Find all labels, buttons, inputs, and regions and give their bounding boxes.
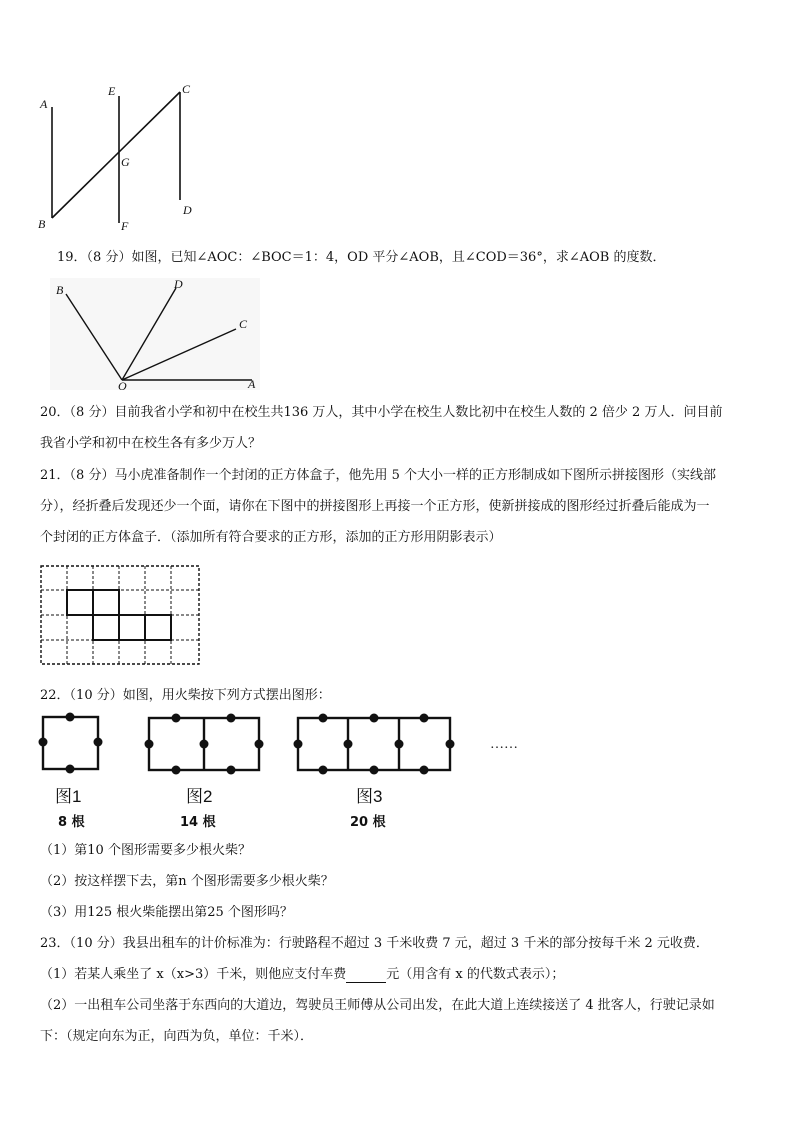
matchstick-figures xyxy=(38,712,538,837)
square-grid-figure xyxy=(40,565,202,667)
q22-title: 22．（10 分）如图，用火柴按下列方式摆出图形： xyxy=(40,688,331,703)
label-f: F xyxy=(121,219,129,233)
q23-sub2-line2: 下：（规定向东为正，向西为负，单位：千米）． xyxy=(40,1029,314,1044)
q22-sub1: （1）第10 个图形需要多少根火柴？ xyxy=(40,843,251,858)
ellipsis: …… xyxy=(490,737,518,752)
label-d: D xyxy=(183,203,192,217)
q20-line1: 20．（8 分）目前我省小学和初中在校生共136 万人，其中小学在校生人数比初中在校生人数的 2 倍少 2 万人．问目前 xyxy=(40,405,723,420)
answer-blank[interactable] xyxy=(346,970,386,983)
figure-1-caption: 图1 xyxy=(55,787,82,806)
label-a: A xyxy=(248,377,256,391)
label-a: A xyxy=(40,97,48,111)
q21-line1: 21．（8 分）马小虎准备制作一个封闭的正方体盒子，他先用 5 个大小一样的正方形制成如下图所示拼接图形（实线部 xyxy=(40,468,716,483)
q23-sub1 xyxy=(40,967,564,983)
figure-3-caption: 图3 xyxy=(356,787,383,806)
label-g: G xyxy=(121,155,130,169)
label-d: D xyxy=(174,277,183,291)
q21-line2: 分），经折叠后发现还少一个面，请你在下图中的拼接图形上再接一个正方形，使新拼接成的图形经过折叠后能成为一 xyxy=(40,499,710,514)
q22-sub3: （3）用125 根火柴能摆出第25 个图形吗？ xyxy=(40,905,293,920)
q23-sub1-suffix: 元（用含有 x 的代数式表示）； xyxy=(386,967,565,982)
q23-title: 23．（10 分）我县出租车的计价标准为：行驶路程不超过 3 千米收费 7 元，超过 3 千米的部分按每千米 2 元收费． xyxy=(40,936,709,951)
angle-figure xyxy=(50,278,270,393)
label-b: B xyxy=(56,283,64,297)
q22-sub2: （2）按这样摆下去，第n 个图形需要多少根火柴？ xyxy=(40,874,334,889)
q23-sub2-line1: （2）一出租车公司坐落于东西向的大道边，驾驶员王师傅从公司出发，在此大道上连续接送了 4 批客人，行驶记录如 xyxy=(40,998,715,1013)
label-c: C xyxy=(239,317,248,331)
parallel-lines-figure xyxy=(30,80,210,240)
q23-sub1-prefix: （1）若某人乘坐了 x（x>3）千米，则他应支付车费 xyxy=(40,967,347,982)
line-bc xyxy=(52,92,180,218)
figure-3-count: 20 根 xyxy=(350,815,386,830)
q19-text: 19．（8 分）如图，已知∠AOC：∠BOC＝1：4，OD 平分∠AOB，且∠COD＝36°，求∠AOB 的度数． xyxy=(57,250,666,265)
q20-line2: 我省小学和初中在校生各有多少万人？ xyxy=(40,436,262,451)
net-squares xyxy=(67,590,171,640)
figure-2-caption: 图2 xyxy=(186,787,213,806)
label-c: C xyxy=(182,82,191,96)
label-o: O xyxy=(118,379,127,393)
label-b: B xyxy=(38,217,46,231)
label-e: E xyxy=(108,84,116,98)
q21-line3: 个封闭的正方体盒子．（添加所有符合要求的正方形，添加的正方形用阴影表示） xyxy=(40,530,502,545)
figure-2-count: 14 根 xyxy=(180,815,216,830)
figure-1-count: 8 根 xyxy=(58,815,85,830)
